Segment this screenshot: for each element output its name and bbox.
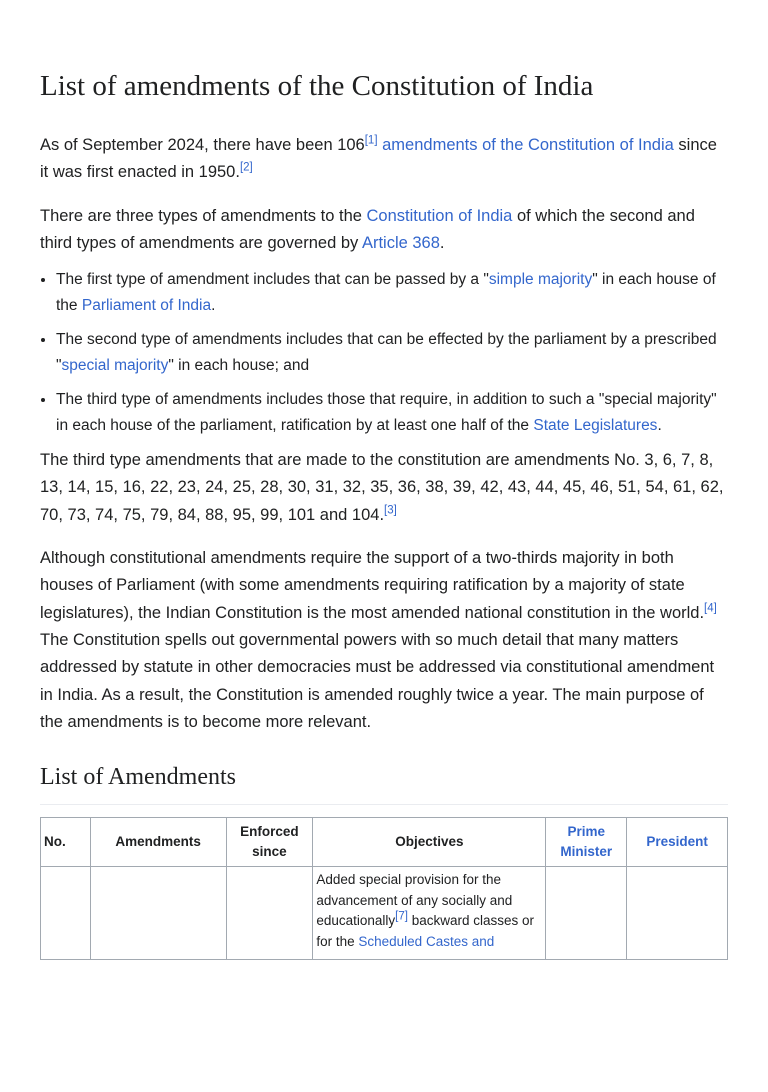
cell-amendments: [90, 867, 226, 960]
bullet-text: " in each house of the: [56, 271, 716, 314]
special-majority-link[interactable]: special majority: [61, 356, 169, 374]
cell-enforced: [226, 867, 313, 960]
page-title: List of amendments of the Constitution of India: [40, 70, 594, 102]
header-objectives[interactable]: Objectives: [313, 818, 546, 867]
reference-link-1[interactable]: [1]: [364, 134, 378, 147]
cell-president: [627, 867, 728, 960]
header-enforced-since[interactable]: Enforced since: [226, 818, 313, 867]
parliament-of-india-link[interactable]: Parliament of India: [81, 296, 212, 314]
types-text: There are three types of amendments to the: [40, 206, 367, 225]
reference-link-2[interactable]: [2]: [239, 161, 253, 174]
objective-text: Added special provision for the advancement of any socially and educationally: [316, 872, 513, 929]
intro-text: As of September 2024, there have been 106: [40, 136, 365, 154]
intro-text-2: since it was first enacted in 1950.: [40, 136, 717, 182]
reference-4[interactable]: [704, 602, 717, 614]
list-item: [56, 327, 728, 378]
amendments-table: [40, 817, 728, 960]
reference-7[interactable]: [395, 911, 408, 923]
cell-no: [41, 867, 91, 960]
third-type-paragraph: [40, 447, 728, 529]
period: .: [439, 233, 445, 252]
intro-paragraph-1: [40, 132, 728, 187]
although-text: Although constitutional amendments require the support of a two-thirds majority in both houses of Parliament (with some amendments requiring ratification by a majority of state legislatures), the Indian Constitution is the most amended national constitution in the world.: [40, 549, 705, 622]
bullet-text: The first type of amendment includes that can be passed by a ": [56, 271, 489, 289]
reference-3[interactable]: [384, 504, 397, 516]
intro-paragraph-2: [40, 203, 728, 258]
reference-link-4[interactable]: [4]: [704, 602, 717, 615]
bullet-text: The third type of amendments includes those that require, in addition to such a "special majority" in each house of the parliament, ratification by at least one half of the: [56, 391, 717, 434]
list-item: [56, 387, 728, 438]
cell-objectives: [313, 867, 546, 960]
section-heading: List of Amendments: [40, 762, 728, 805]
header-prime-minister-link[interactable]: Prime Minister: [546, 818, 627, 867]
objective-text-2: backward classes or for the: [316, 913, 535, 949]
state-legislatures-link[interactable]: State Legislatures: [533, 416, 658, 434]
header-no[interactable]: No.: [41, 818, 91, 867]
constitution-of-india-link[interactable]: Constitution of India: [366, 206, 513, 225]
amendment-types-list: [40, 267, 728, 438]
amendments-link[interactable]: amendments of the Constitution of India: [382, 136, 674, 154]
table-header-row: [41, 818, 728, 867]
article-page: [0, 68, 768, 960]
cell-prime-minister: [546, 867, 627, 960]
third-type-text: The third type amendments that are made to the constitution are amendments No. 3, 6, 7, 8, 13, 14, 15, 16, 22, 23, 24, 25, 28, 30, 31, 32, 35, 36, 38, 39, 42, 43, 44, 45, 46, 51, 54, 61, 62, 70, 73, 74, 75, 79, 84, 88, 95, 99, 101 and 104.: [40, 451, 724, 524]
reference-2[interactable]: [240, 162, 253, 174]
although-text-2: The Constitution spells out governmental powers with so much detail that many matters addressed by statute in other democracies must be addressed via constitutional amendment in India. As a result, the Constitution is amended roughly twice a year. The main purpose of the amendments is to become more relevant.: [40, 630, 715, 731]
table-row: [41, 867, 728, 960]
reference-1[interactable]: [365, 135, 378, 147]
simple-majority-link[interactable]: simple majority: [488, 271, 593, 289]
bullet-text: .: [211, 296, 216, 314]
header-president-link[interactable]: President: [627, 818, 728, 867]
reference-link-3[interactable]: [3]: [384, 504, 397, 517]
list-item: [56, 267, 728, 318]
types-text-2: of which the second and third types of amendments are governed by: [40, 206, 695, 252]
bullet-text: The second type of amendments includes that can be effected by the parliament by a prescribed ": [56, 331, 717, 374]
header-amendments[interactable]: Amendments: [90, 818, 226, 867]
reference-link-7[interactable]: [7]: [395, 910, 408, 923]
bullet-text: .: [657, 416, 662, 434]
bullet-text: " in each house; and: [168, 356, 310, 374]
article-368-link[interactable]: Article 368: [361, 233, 440, 252]
scheduled-castes-link[interactable]: Scheduled Castes and: [358, 933, 495, 949]
although-paragraph: [40, 545, 728, 736]
